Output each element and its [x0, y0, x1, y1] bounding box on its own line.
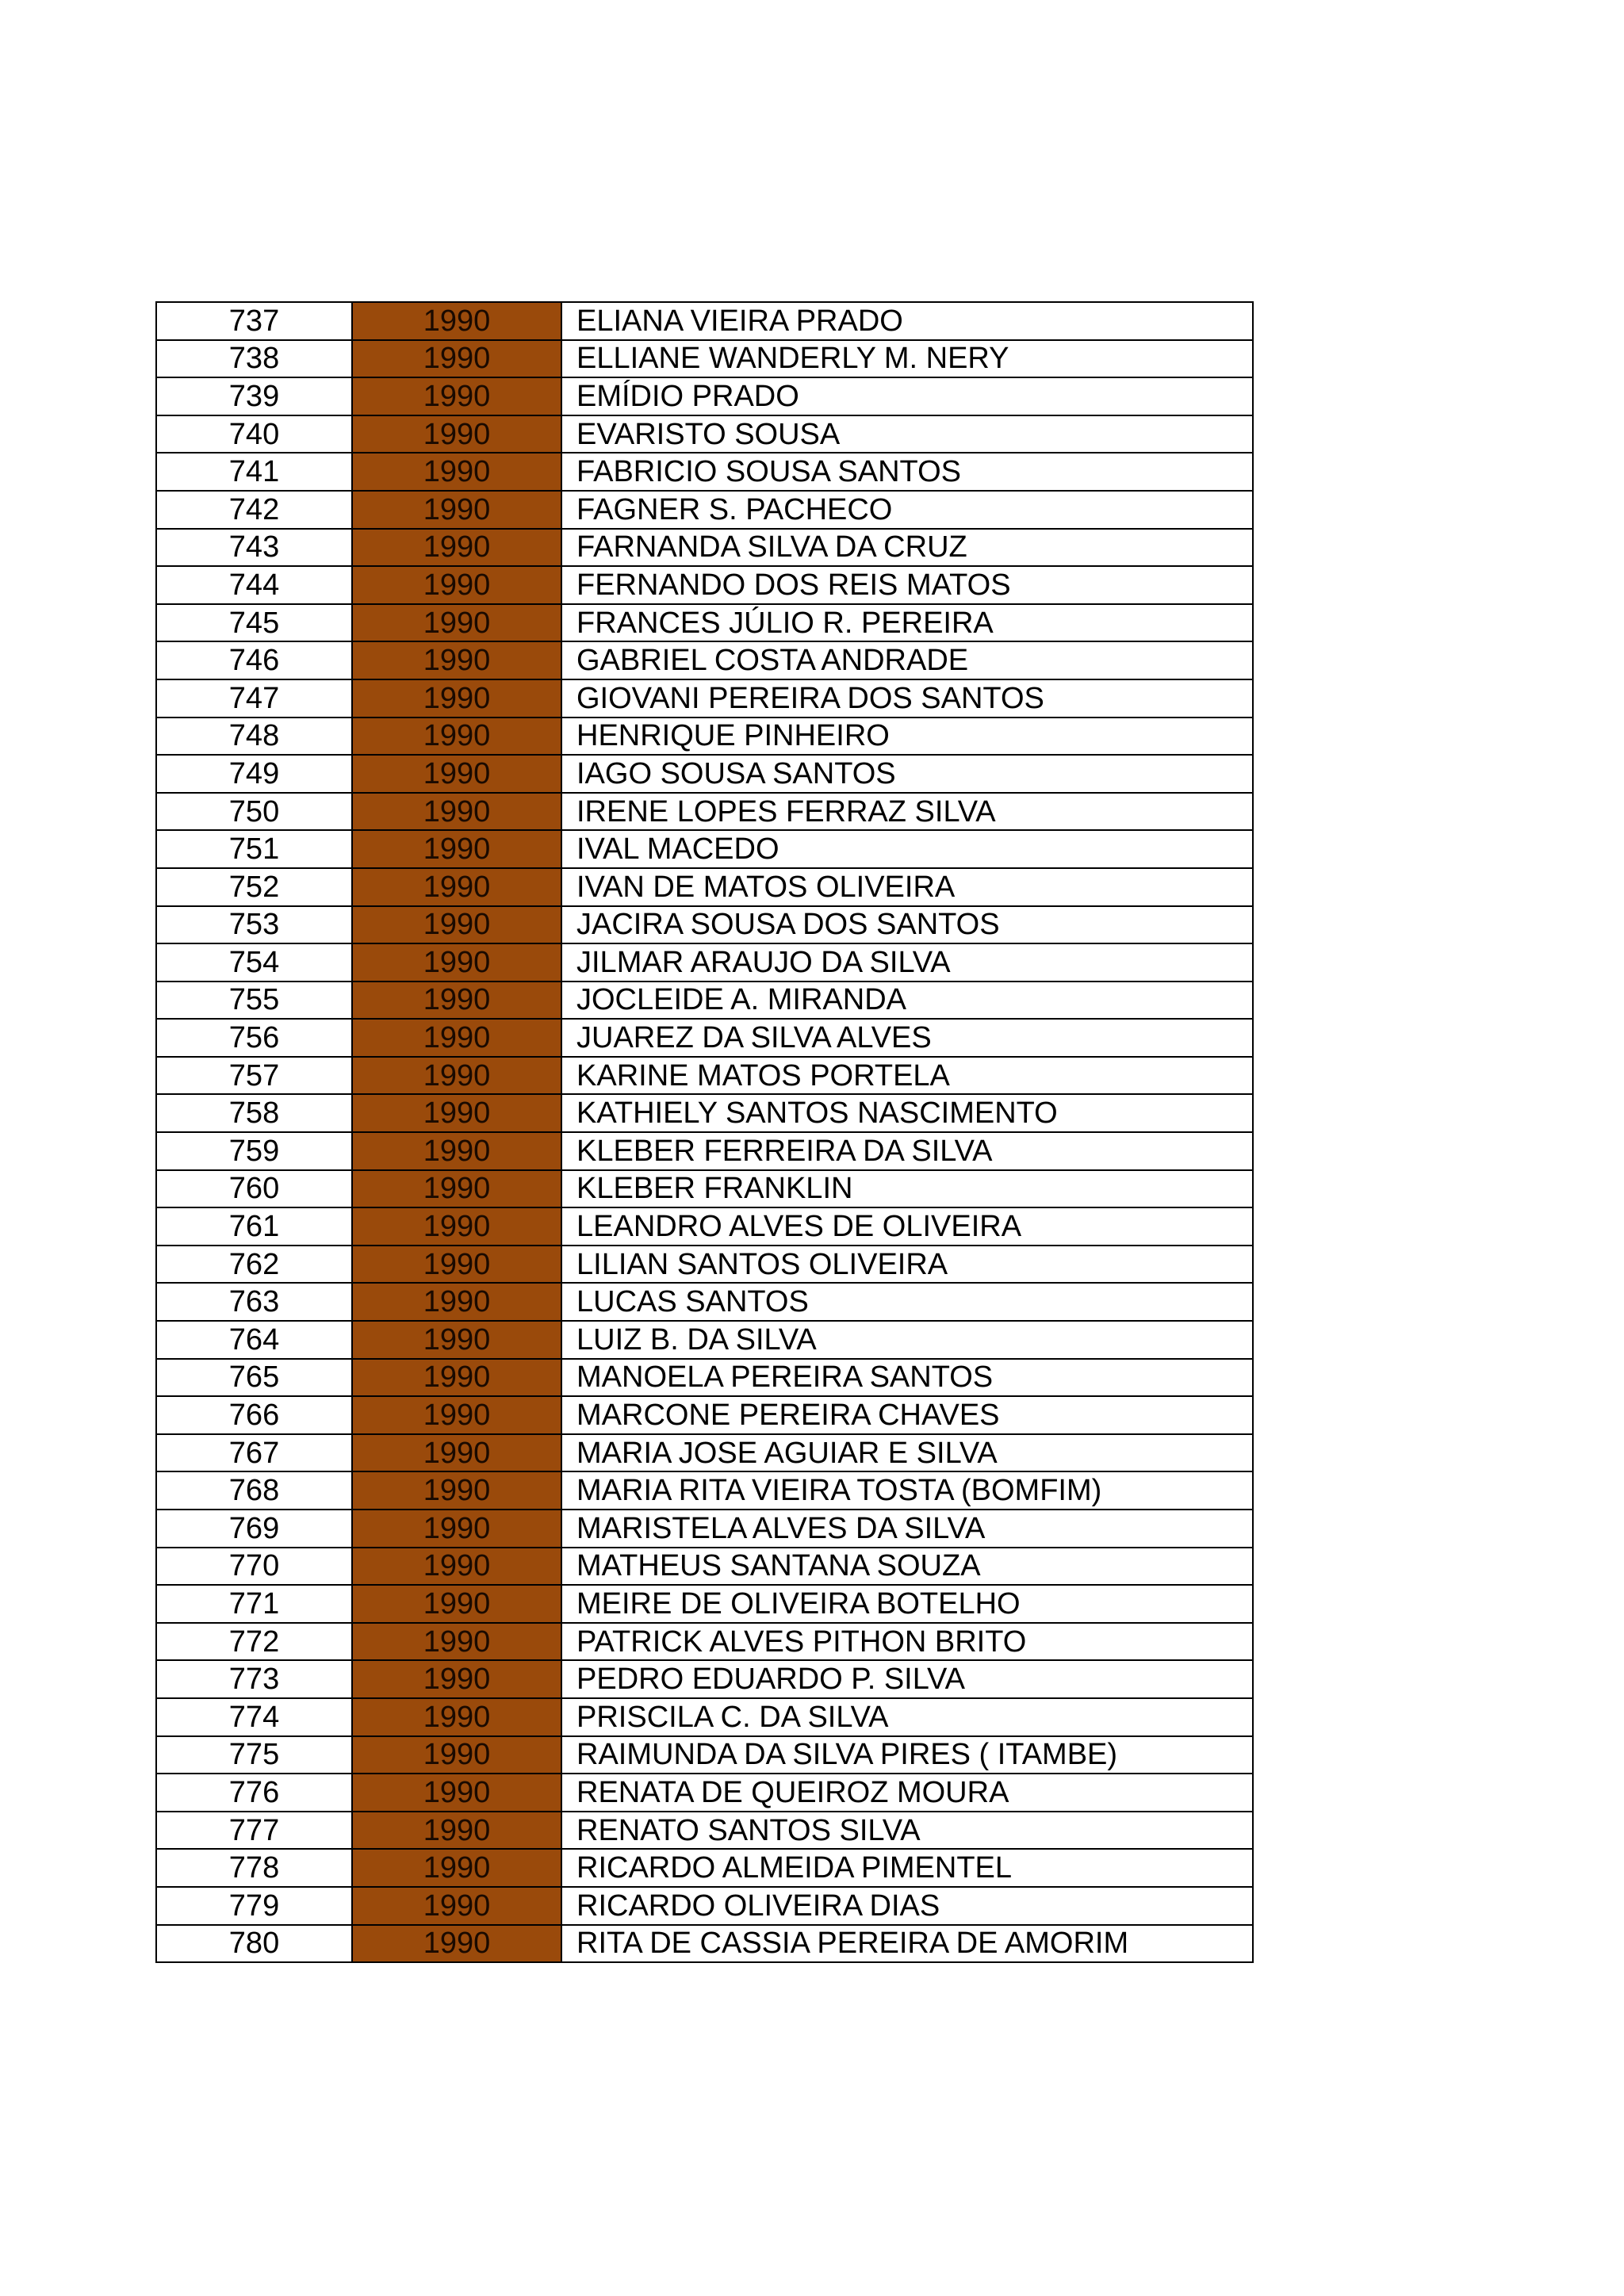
year-cell: 1990 [352, 830, 561, 868]
name-cell: KLEBER FRANKLIN [561, 1170, 1253, 1208]
table-row [156, 1359, 1253, 1397]
row-number-cell: 773 [156, 1660, 352, 1698]
year-cell: 1990 [352, 641, 561, 679]
name-cell: JACIRA SOUSA DOS SANTOS [561, 906, 1253, 944]
name-cell: MARIA JOSE AGUIAR E SILVA [561, 1434, 1253, 1472]
table-row [156, 793, 1253, 831]
table-row [156, 453, 1253, 491]
name-cell: PEDRO EDUARDO P. SILVA [561, 1660, 1253, 1698]
name-cell: KATHIELY SANTOS NASCIMENTO [561, 1094, 1253, 1132]
year-cell: 1990 [352, 793, 561, 831]
year-cell: 1990 [352, 1359, 561, 1397]
table-row [156, 982, 1253, 1020]
name-cell: IAGO SOUSA SANTOS [561, 755, 1253, 793]
table-row [156, 1510, 1253, 1548]
row-number-cell: 759 [156, 1132, 352, 1170]
year-cell: 1990 [352, 982, 561, 1020]
name-cell: KLEBER FERREIRA DA SILVA [561, 1132, 1253, 1170]
year-cell: 1990 [352, 1660, 561, 1698]
name-cell: LUIZ B. DA SILVA [561, 1321, 1253, 1359]
table-row [156, 1548, 1253, 1586]
row-number-cell: 775 [156, 1736, 352, 1774]
table-row [156, 1434, 1253, 1472]
year-cell: 1990 [352, 1132, 561, 1170]
row-number-cell: 767 [156, 1434, 352, 1472]
table-row [156, 1774, 1253, 1812]
row-number-cell: 751 [156, 830, 352, 868]
year-cell: 1990 [352, 415, 561, 453]
table-row [156, 1094, 1253, 1132]
name-cell: GABRIEL COSTA ANDRADE [561, 641, 1253, 679]
table-row [156, 1736, 1253, 1774]
year-cell: 1990 [352, 1887, 561, 1925]
row-number-cell: 776 [156, 1774, 352, 1812]
row-number-cell: 760 [156, 1170, 352, 1208]
row-number-cell: 769 [156, 1510, 352, 1548]
table-row [156, 604, 1253, 642]
row-number-cell: 742 [156, 491, 352, 529]
table-row [156, 1283, 1253, 1321]
year-cell: 1990 [352, 1585, 561, 1623]
row-number-cell: 747 [156, 679, 352, 718]
year-cell: 1990 [352, 1849, 561, 1887]
name-cell: MARIA RITA VIEIRA TOSTA (BOMFIM) [561, 1471, 1253, 1510]
name-cell: IRENE LOPES FERRAZ SILVA [561, 793, 1253, 831]
row-number-cell: 749 [156, 755, 352, 793]
row-number-cell: 768 [156, 1471, 352, 1510]
name-cell: RAIMUNDA DA SILVA PIRES ( ITAMBE) [561, 1736, 1253, 1774]
year-cell: 1990 [352, 1246, 561, 1284]
table-row [156, 1812, 1253, 1850]
name-cell: MEIRE DE OLIVEIRA BOTELHO [561, 1585, 1253, 1623]
year-cell: 1990 [352, 340, 561, 378]
row-number-cell: 765 [156, 1359, 352, 1397]
name-cell: PATRICK ALVES PITHON BRITO [561, 1623, 1253, 1661]
year-cell: 1990 [352, 1283, 561, 1321]
name-cell: RENATA DE QUEIROZ MOURA [561, 1774, 1253, 1812]
year-cell: 1990 [352, 604, 561, 642]
row-number-cell: 745 [156, 604, 352, 642]
row-number-cell: 753 [156, 906, 352, 944]
name-cell: MANOELA PEREIRA SANTOS [561, 1359, 1253, 1397]
table-row [156, 1207, 1253, 1246]
table-row [156, 1170, 1253, 1208]
year-cell: 1990 [352, 566, 561, 604]
row-number-cell: 750 [156, 793, 352, 831]
table-row [156, 415, 1253, 453]
row-number-cell: 772 [156, 1623, 352, 1661]
name-cell: RITA DE CASSIA PEREIRA DE AMORIM [561, 1925, 1253, 1963]
table-row [156, 1585, 1253, 1623]
year-cell: 1990 [352, 1207, 561, 1246]
name-cell: LILIAN SANTOS OLIVEIRA [561, 1246, 1253, 1284]
row-number-cell: 762 [156, 1246, 352, 1284]
name-cell: EMÍDIO PRADO [561, 377, 1253, 415]
name-cell: RENATO SANTOS SILVA [561, 1812, 1253, 1850]
name-cell: IVAN DE MATOS OLIVEIRA [561, 868, 1253, 906]
name-cell: EVARISTO SOUSA [561, 415, 1253, 453]
row-number-cell: 743 [156, 529, 352, 567]
year-cell: 1990 [352, 755, 561, 793]
year-cell: 1990 [352, 1548, 561, 1586]
name-cell: FRANCES JÚLIO R. PEREIRA [561, 604, 1253, 642]
name-cell: ELLIANE WANDERLY M. NERY [561, 340, 1253, 378]
table-row [156, 1321, 1253, 1359]
name-cell: JUAREZ DA SILVA ALVES [561, 1019, 1253, 1057]
row-number-cell: 752 [156, 868, 352, 906]
table-row [156, 1925, 1253, 1963]
row-number-cell: 748 [156, 718, 352, 756]
year-cell: 1990 [352, 1510, 561, 1548]
year-cell: 1990 [352, 302, 561, 340]
table-row [156, 641, 1253, 679]
row-number-cell: 737 [156, 302, 352, 340]
name-cell: RICARDO ALMEIDA PIMENTEL [561, 1849, 1253, 1887]
table-row [156, 1396, 1253, 1434]
name-cell: FARNANDA SILVA DA CRUZ [561, 529, 1253, 567]
row-number-cell: 771 [156, 1585, 352, 1623]
name-cell: FAGNER S. PACHECO [561, 491, 1253, 529]
row-number-cell: 761 [156, 1207, 352, 1246]
year-cell: 1990 [352, 1094, 561, 1132]
name-cell: FABRICIO SOUSA SANTOS [561, 453, 1253, 491]
name-cell: HENRIQUE PINHEIRO [561, 718, 1253, 756]
year-cell: 1990 [352, 1812, 561, 1850]
year-cell: 1990 [352, 1698, 561, 1736]
row-number-cell: 777 [156, 1812, 352, 1850]
table-row [156, 340, 1253, 378]
row-number-cell: 774 [156, 1698, 352, 1736]
row-number-cell: 740 [156, 415, 352, 453]
row-number-cell: 754 [156, 943, 352, 982]
table-row [156, 1246, 1253, 1284]
year-cell: 1990 [352, 491, 561, 529]
name-cell: MARISTELA ALVES DA SILVA [561, 1510, 1253, 1548]
roster-table-body [156, 302, 1253, 1962]
table-row [156, 1849, 1253, 1887]
table-row [156, 1057, 1253, 1095]
row-number-cell: 779 [156, 1887, 352, 1925]
name-cell: MARCONE PEREIRA CHAVES [561, 1396, 1253, 1434]
name-cell: JOCLEIDE A. MIRANDA [561, 982, 1253, 1020]
table-row [156, 906, 1253, 944]
year-cell: 1990 [352, 1736, 561, 1774]
table-row [156, 1019, 1253, 1057]
table-row [156, 491, 1253, 529]
row-number-cell: 756 [156, 1019, 352, 1057]
year-cell: 1990 [352, 1623, 561, 1661]
year-cell: 1990 [352, 1925, 561, 1963]
year-cell: 1990 [352, 529, 561, 567]
table-row [156, 1471, 1253, 1510]
year-cell: 1990 [352, 868, 561, 906]
name-cell: KARINE MATOS PORTELA [561, 1057, 1253, 1095]
year-cell: 1990 [352, 718, 561, 756]
row-number-cell: 766 [156, 1396, 352, 1434]
table-row [156, 755, 1253, 793]
name-cell: FERNANDO DOS REIS MATOS [561, 566, 1253, 604]
year-cell: 1990 [352, 1170, 561, 1208]
roster-table [155, 301, 1254, 1963]
row-number-cell: 780 [156, 1925, 352, 1963]
year-cell: 1990 [352, 943, 561, 982]
table-row [156, 377, 1253, 415]
name-cell: LEANDRO ALVES DE OLIVEIRA [561, 1207, 1253, 1246]
year-cell: 1990 [352, 377, 561, 415]
name-cell: PRISCILA C. DA SILVA [561, 1698, 1253, 1736]
row-number-cell: 758 [156, 1094, 352, 1132]
name-cell: JILMAR ARAUJO DA SILVA [561, 943, 1253, 982]
name-cell: LUCAS SANTOS [561, 1283, 1253, 1321]
year-cell: 1990 [352, 1471, 561, 1510]
year-cell: 1990 [352, 906, 561, 944]
table-row [156, 868, 1253, 906]
table-row [156, 1887, 1253, 1925]
row-number-cell: 757 [156, 1057, 352, 1095]
year-cell: 1990 [352, 1321, 561, 1359]
year-cell: 1990 [352, 1396, 561, 1434]
table-row [156, 1623, 1253, 1661]
table-row [156, 1698, 1253, 1736]
table-row [156, 679, 1253, 718]
table-row [156, 529, 1253, 567]
table-row [156, 1132, 1253, 1170]
table-row [156, 566, 1253, 604]
row-number-cell: 739 [156, 377, 352, 415]
row-number-cell: 778 [156, 1849, 352, 1887]
table-row [156, 943, 1253, 982]
year-cell: 1990 [352, 679, 561, 718]
row-number-cell: 744 [156, 566, 352, 604]
name-cell: IVAL MACEDO [561, 830, 1253, 868]
name-cell: MATHEUS SANTANA SOUZA [561, 1548, 1253, 1586]
row-number-cell: 764 [156, 1321, 352, 1359]
year-cell: 1990 [352, 453, 561, 491]
table-row [156, 718, 1253, 756]
name-cell: GIOVANI PEREIRA DOS SANTOS [561, 679, 1253, 718]
name-cell: RICARDO OLIVEIRA DIAS [561, 1887, 1253, 1925]
table-row [156, 302, 1253, 340]
year-cell: 1990 [352, 1434, 561, 1472]
row-number-cell: 746 [156, 641, 352, 679]
row-number-cell: 738 [156, 340, 352, 378]
year-cell: 1990 [352, 1019, 561, 1057]
year-cell: 1990 [352, 1774, 561, 1812]
row-number-cell: 770 [156, 1548, 352, 1586]
name-cell: ELIANA VIEIRA PRADO [561, 302, 1253, 340]
table-row [156, 1660, 1253, 1698]
row-number-cell: 763 [156, 1283, 352, 1321]
table-row [156, 830, 1253, 868]
year-cell: 1990 [352, 1057, 561, 1095]
row-number-cell: 755 [156, 982, 352, 1020]
row-number-cell: 741 [156, 453, 352, 491]
